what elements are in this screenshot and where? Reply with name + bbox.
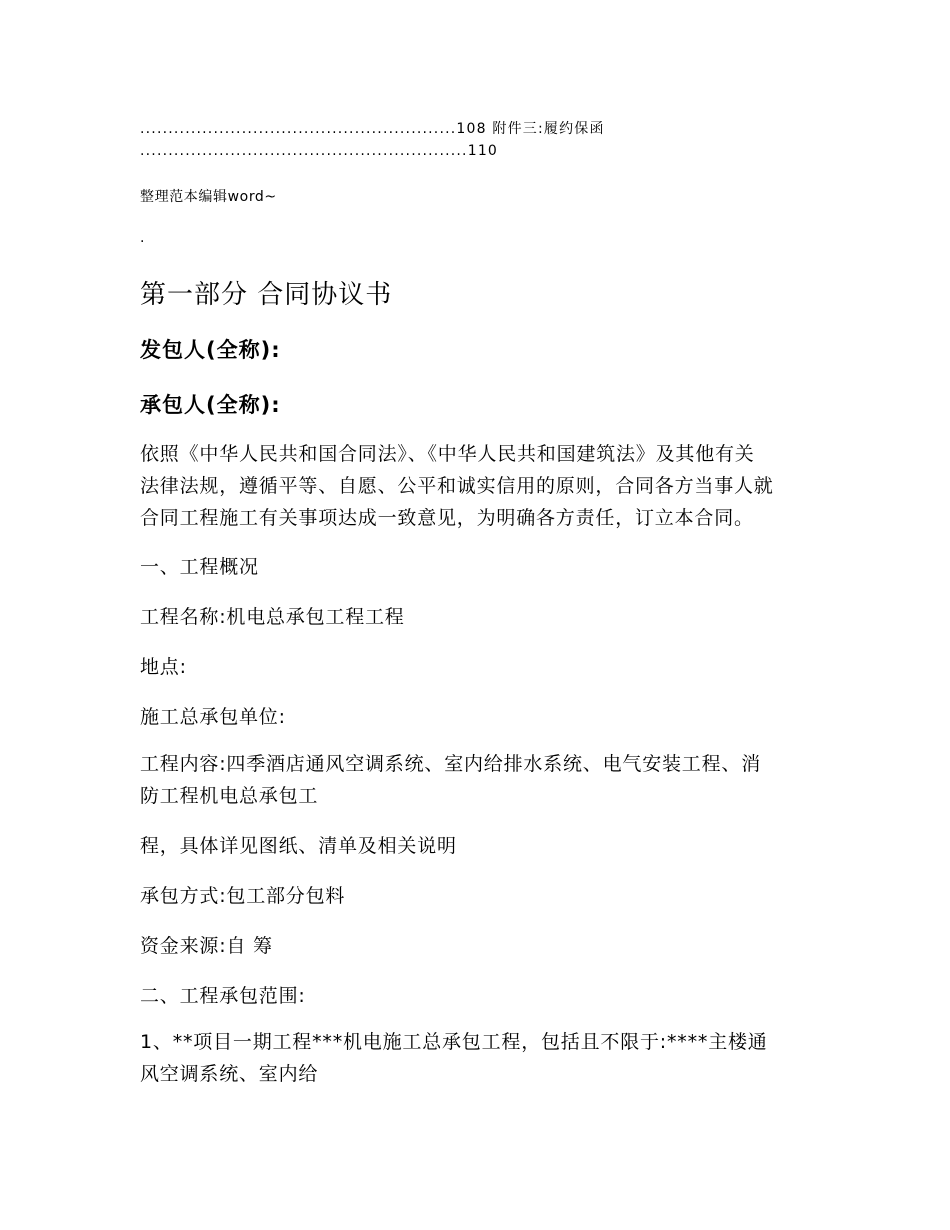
watermark-note: 整理范本编辑word~ <box>140 189 277 205</box>
dot-marker: . <box>140 230 146 246</box>
contract-mode: 承包方式:包工部分包料 <box>140 885 346 907</box>
preamble-line: 合同工程施工有关事项达成一致意见，为明确各方责任，订立本合同。 <box>140 507 754 529</box>
scope-line: 风空调系统、室内给 <box>140 1063 319 1085</box>
project-name: 工程名称:机电总承包工程工程 <box>140 606 405 628</box>
preamble-paragraph <box>140 438 820 534</box>
location: 地点: <box>140 656 187 678</box>
fund-source: 资金来源:自 筹 <box>140 935 273 957</box>
contractor-label: 承包人(全称): <box>140 393 281 417</box>
section-2-title: 二、工程承包范围: <box>140 985 306 1007</box>
toc-line-2: ..........................................................110 <box>140 143 499 159</box>
scope-line: 1、**项目一期工程***机电施工总承包工程，包括且不限于:****主楼通 <box>140 1031 768 1053</box>
content-line: 工程内容:四季酒店通风空调系统、室内给排水系统、电气安装工程、消 <box>140 753 762 775</box>
content-continuation: 程，具体详见图纸、清单及相关说明 <box>140 835 457 857</box>
scope-item-1 <box>140 1026 820 1090</box>
content-line: 防工程机电总承包工 <box>140 785 319 807</box>
preamble-line: 法律法规，遵循平等、自愿、公平和诚实信用的原则，合同各方当事人就 <box>140 475 774 497</box>
content-paragraph <box>140 748 820 812</box>
employer-label: 发包人(全称): <box>140 338 281 362</box>
section-1-title: 一、工程概况 <box>140 556 259 578</box>
toc-line-1: ........................................................108 附件三:履约保函 <box>140 121 605 137</box>
preamble-line: 依照《中华人民共和国合同法》、《中华人民共和国建筑法》及其他有关 <box>140 443 755 465</box>
general-contractor: 施工总承包单位: <box>140 706 286 728</box>
page-title: 第一部分 合同协议书 <box>140 280 393 310</box>
